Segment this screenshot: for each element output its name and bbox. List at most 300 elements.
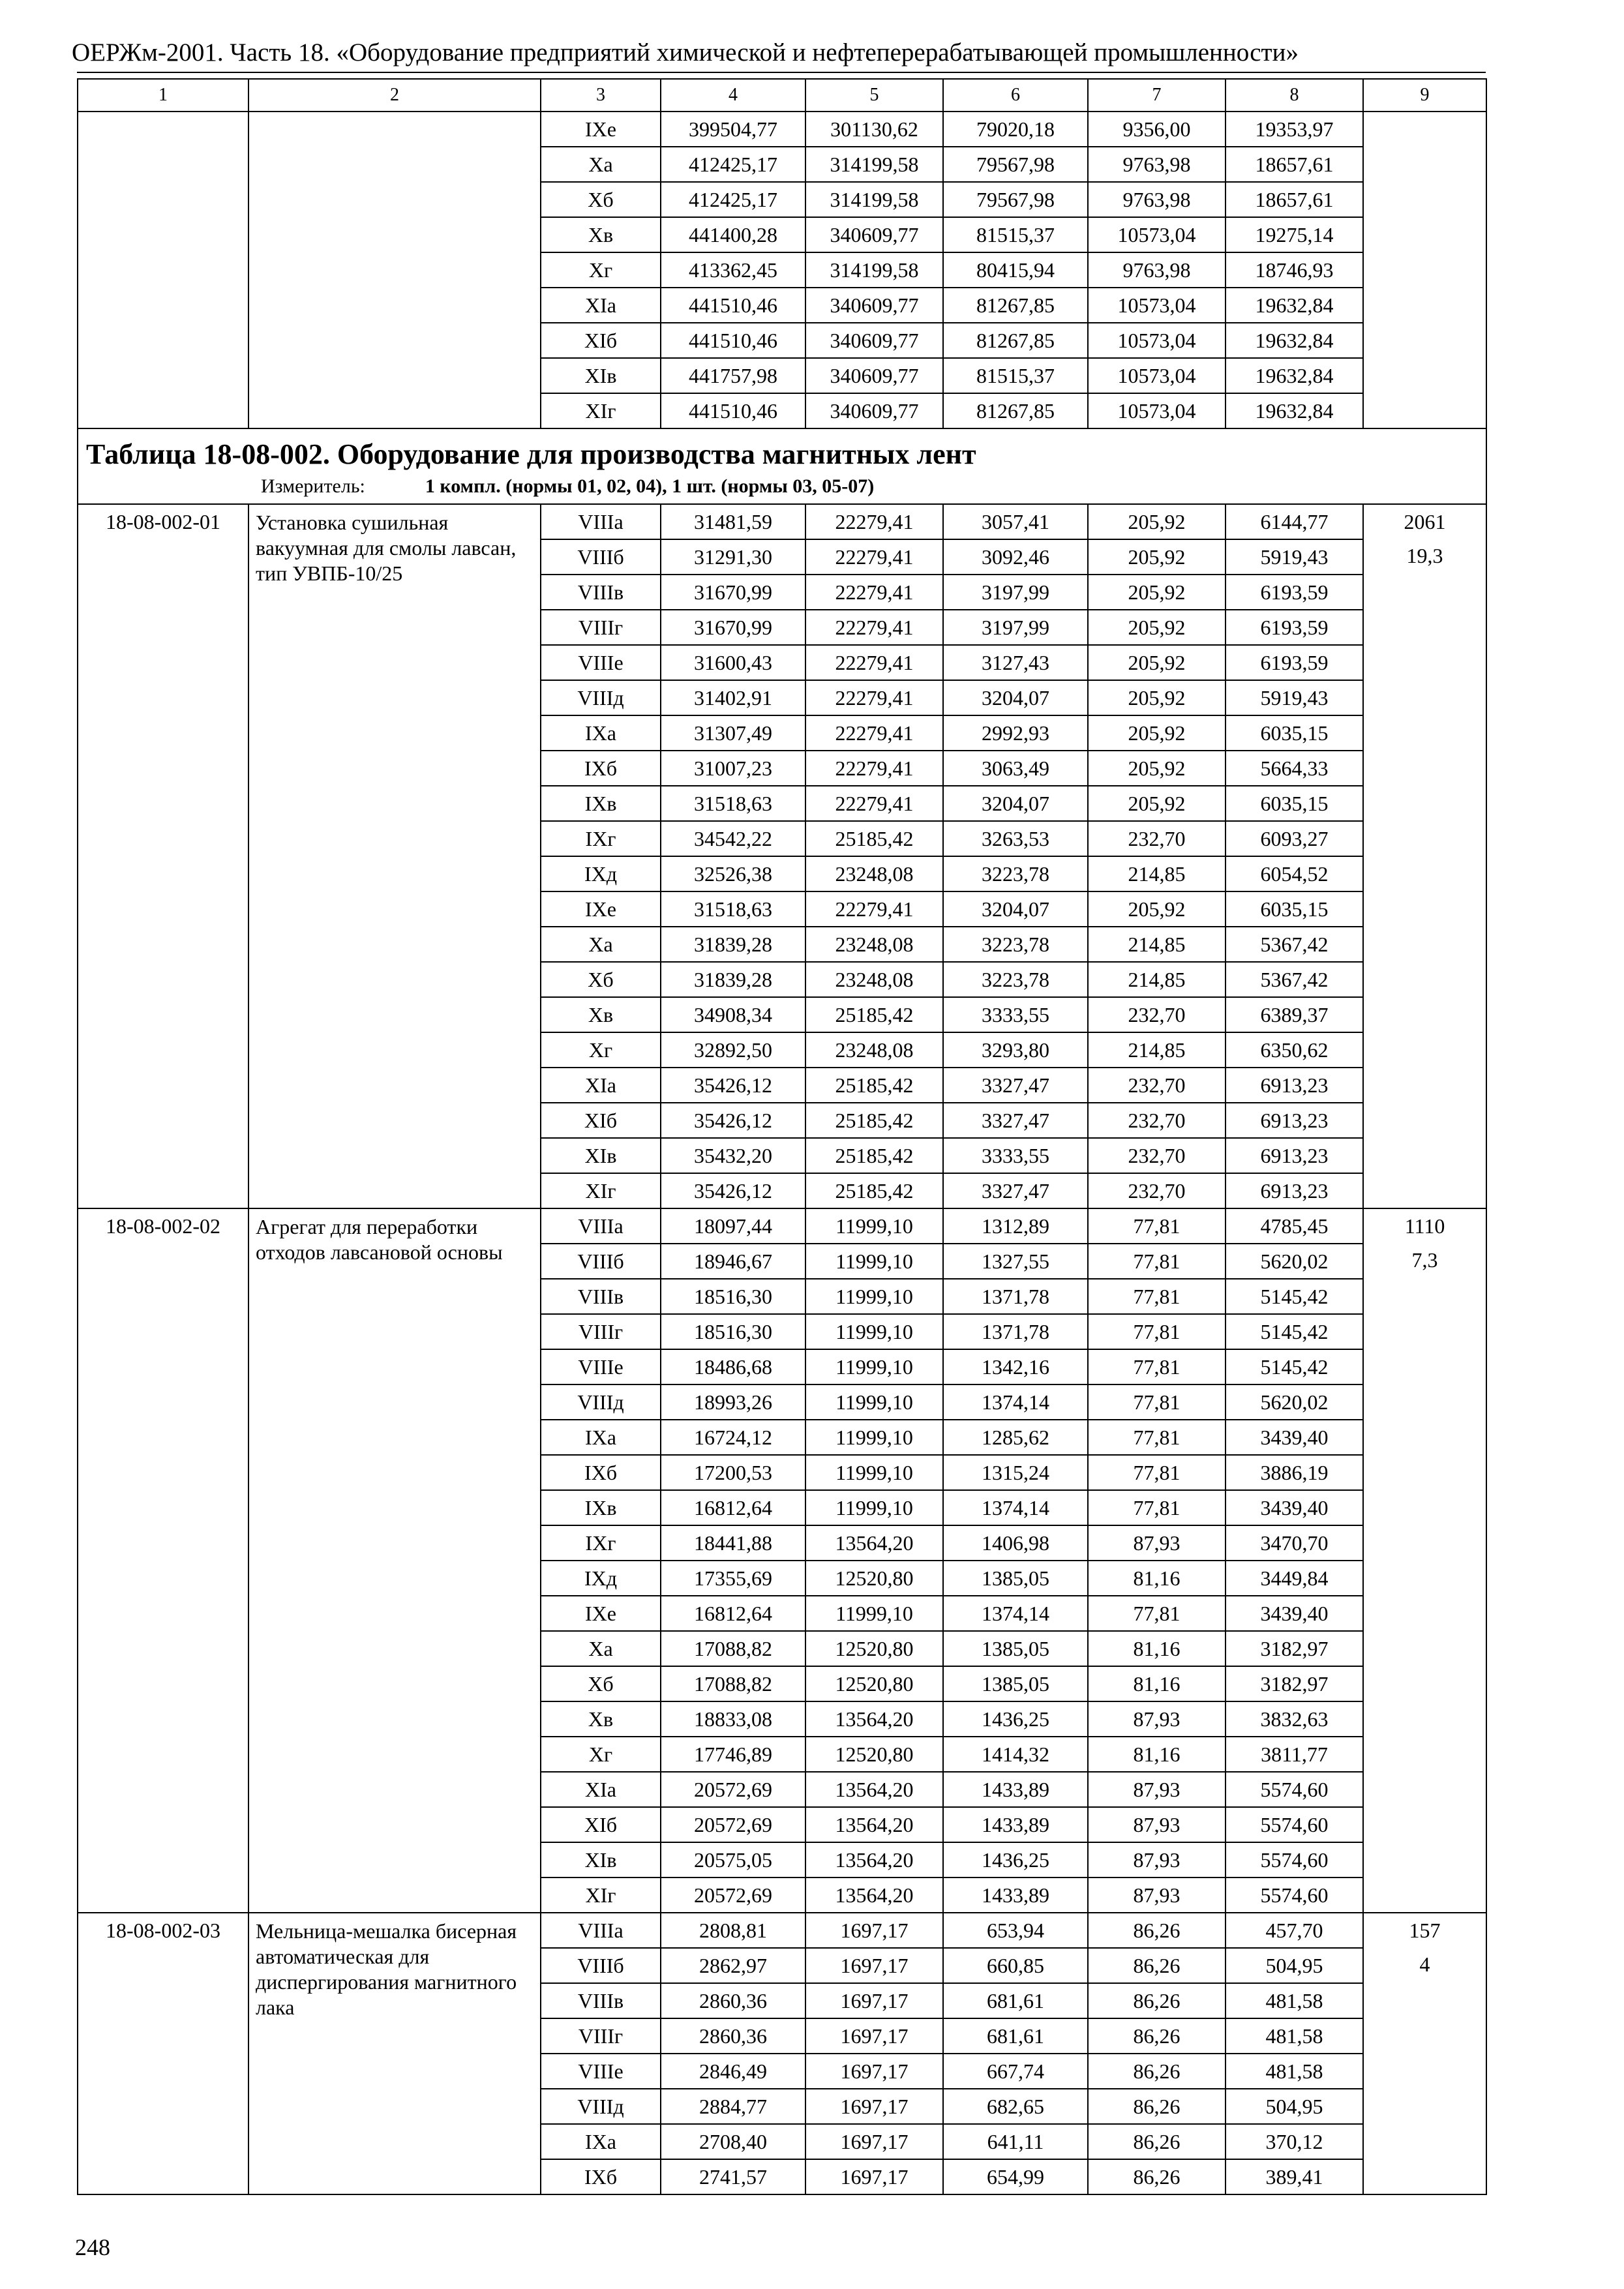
value-cell: 11999,10 bbox=[805, 1208, 943, 1244]
col9-value: 4 bbox=[1419, 1952, 1430, 1976]
value-cell: 17200,53 bbox=[661, 1455, 805, 1490]
value-cell: 232,70 bbox=[1088, 1138, 1226, 1173]
value-cell: 4785,45 bbox=[1226, 1208, 1363, 1244]
value-cell: 3197,99 bbox=[943, 610, 1088, 645]
value-cell: 3333,55 bbox=[943, 997, 1088, 1032]
value-cell: 35426,12 bbox=[661, 1068, 805, 1103]
value-cell: VIIIа bbox=[541, 504, 661, 539]
item-code: 18-08-002-01 bbox=[78, 504, 248, 1208]
value-cell: 3293,80 bbox=[943, 1032, 1088, 1068]
value-cell: Xа bbox=[541, 1631, 661, 1666]
value-cell: 34542,22 bbox=[661, 821, 805, 856]
value-cell: 13564,20 bbox=[805, 1807, 943, 1842]
value-cell: VIIIв bbox=[541, 1279, 661, 1314]
value-cell: 314199,58 bbox=[805, 182, 943, 217]
value-cell: 6350,62 bbox=[1226, 1032, 1363, 1068]
value-cell: 81515,37 bbox=[943, 217, 1088, 252]
value-cell: 205,92 bbox=[1088, 715, 1226, 751]
value-cell: 1433,89 bbox=[943, 1878, 1088, 1913]
value-cell: 6035,15 bbox=[1226, 715, 1363, 751]
value-cell: 205,92 bbox=[1088, 539, 1226, 575]
value-cell: 5367,42 bbox=[1226, 927, 1363, 962]
value-cell: 5620,02 bbox=[1226, 1384, 1363, 1420]
page-number: 248 bbox=[75, 2234, 110, 2260]
value-cell: 441510,46 bbox=[661, 393, 805, 428]
value-cell: 35426,12 bbox=[661, 1103, 805, 1138]
value-cell: XIа bbox=[541, 1772, 661, 1807]
value-cell: 18097,44 bbox=[661, 1208, 805, 1244]
value-cell: 5367,42 bbox=[1226, 962, 1363, 997]
value-cell: 19632,84 bbox=[1226, 393, 1363, 428]
table-title-row bbox=[78, 428, 1486, 504]
value-cell: IXг bbox=[541, 821, 661, 856]
item-col9 bbox=[1363, 1208, 1486, 1913]
value-cell: VIIIа bbox=[541, 1913, 661, 1948]
value-cell: 10573,04 bbox=[1088, 217, 1226, 252]
value-cell: 25185,42 bbox=[805, 1173, 943, 1208]
value-cell: 5574,60 bbox=[1226, 1878, 1363, 1913]
value-cell: 6193,59 bbox=[1226, 610, 1363, 645]
value-cell: 22279,41 bbox=[805, 751, 943, 786]
value-cell: 340609,77 bbox=[805, 393, 943, 428]
value-cell: 17746,89 bbox=[661, 1737, 805, 1772]
item-code: 18-08-002-02 bbox=[78, 1208, 248, 1913]
value-cell: 10573,04 bbox=[1088, 288, 1226, 323]
value-cell: XIв bbox=[541, 1842, 661, 1878]
value-cell: VIIIе bbox=[541, 645, 661, 680]
value-cell: 86,26 bbox=[1088, 1948, 1226, 1983]
value-cell: 214,85 bbox=[1088, 927, 1226, 962]
value-cell: 3327,47 bbox=[943, 1103, 1088, 1138]
value-cell: 3127,43 bbox=[943, 645, 1088, 680]
value-cell: 412425,17 bbox=[661, 147, 805, 182]
value-cell: 34908,34 bbox=[661, 997, 805, 1032]
value-cell: 19632,84 bbox=[1226, 323, 1363, 358]
value-cell: 23248,08 bbox=[805, 856, 943, 891]
value-cell: 77,81 bbox=[1088, 1420, 1226, 1455]
value-cell: Xв bbox=[541, 997, 661, 1032]
value-cell: 23248,08 bbox=[805, 962, 943, 997]
value-cell: 1374,14 bbox=[943, 1384, 1088, 1420]
value-cell: 12520,80 bbox=[805, 1666, 943, 1701]
value-cell: IXе bbox=[541, 1596, 661, 1631]
value-cell: Xб bbox=[541, 1666, 661, 1701]
value-cell: 667,74 bbox=[943, 2054, 1088, 2089]
value-cell: 205,92 bbox=[1088, 610, 1226, 645]
value-cell: 23248,08 bbox=[805, 1032, 943, 1068]
value-cell: 18946,67 bbox=[661, 1244, 805, 1279]
value-cell: 3182,97 bbox=[1226, 1666, 1363, 1701]
value-cell: 682,65 bbox=[943, 2089, 1088, 2124]
value-cell: IXе bbox=[541, 112, 661, 147]
value-cell: 6913,23 bbox=[1226, 1068, 1363, 1103]
value-cell: 3263,53 bbox=[943, 821, 1088, 856]
value-cell: 77,81 bbox=[1088, 1208, 1226, 1244]
value-cell: 2860,36 bbox=[661, 1983, 805, 2018]
value-cell: 389,41 bbox=[1226, 2159, 1363, 2194]
value-cell: XIг bbox=[541, 1878, 661, 1913]
value-cell: IXа bbox=[541, 2124, 661, 2159]
value-cell: VIIIг bbox=[541, 1314, 661, 1349]
value-cell: 22279,41 bbox=[805, 610, 943, 645]
value-cell: 2846,49 bbox=[661, 2054, 805, 2089]
value-cell: 301130,62 bbox=[805, 112, 943, 147]
value-cell: 3057,41 bbox=[943, 504, 1088, 539]
value-cell: 25185,42 bbox=[805, 821, 943, 856]
value-cell: XIб bbox=[541, 323, 661, 358]
header-rule bbox=[77, 72, 1486, 73]
value-cell: 232,70 bbox=[1088, 1068, 1226, 1103]
value-cell: 504,95 bbox=[1226, 2089, 1363, 2124]
value-cell: 11999,10 bbox=[805, 1349, 943, 1384]
value-cell: 214,85 bbox=[1088, 1032, 1226, 1068]
value-cell: 87,93 bbox=[1088, 1772, 1226, 1807]
value-cell: IXг bbox=[541, 1525, 661, 1561]
item-name: Установка сушильная вакуумная для смолы лавсан, тип УВПБ-10/25 bbox=[248, 504, 541, 1208]
value-cell: VIIIд bbox=[541, 680, 661, 715]
value-cell: 1697,17 bbox=[805, 2159, 943, 2194]
name-cell bbox=[248, 112, 541, 428]
value-cell: 17088,82 bbox=[661, 1631, 805, 1666]
value-cell: 16812,64 bbox=[661, 1596, 805, 1631]
column-number: 9 bbox=[1363, 79, 1486, 112]
value-cell: 5145,42 bbox=[1226, 1349, 1363, 1384]
value-cell: 3439,40 bbox=[1226, 1490, 1363, 1525]
value-cell: VIIIб bbox=[541, 1244, 661, 1279]
value-cell: 86,26 bbox=[1088, 2018, 1226, 2054]
value-cell: 654,99 bbox=[943, 2159, 1088, 2194]
value-cell: 9763,98 bbox=[1088, 147, 1226, 182]
value-cell: 31007,23 bbox=[661, 751, 805, 786]
value-cell: 86,26 bbox=[1088, 2054, 1226, 2089]
value-cell: 18516,30 bbox=[661, 1279, 805, 1314]
value-cell: 3197,99 bbox=[943, 575, 1088, 610]
value-cell: 5574,60 bbox=[1226, 1842, 1363, 1878]
value-cell: 3092,46 bbox=[943, 539, 1088, 575]
column-number: 6 bbox=[943, 79, 1088, 112]
value-cell: 481,58 bbox=[1226, 2018, 1363, 2054]
value-cell: 31291,30 bbox=[661, 539, 805, 575]
value-cell: VIIIе bbox=[541, 1349, 661, 1384]
value-cell: 2860,36 bbox=[661, 2018, 805, 2054]
value-cell: 1406,98 bbox=[943, 1525, 1088, 1561]
value-cell: 31839,28 bbox=[661, 962, 805, 997]
value-cell: 3439,40 bbox=[1226, 1596, 1363, 1631]
value-cell: 20575,05 bbox=[661, 1842, 805, 1878]
value-cell: 77,81 bbox=[1088, 1455, 1226, 1490]
value-cell: 441400,28 bbox=[661, 217, 805, 252]
value-cell: 370,12 bbox=[1226, 2124, 1363, 2159]
value-cell: 3449,84 bbox=[1226, 1561, 1363, 1596]
value-cell: VIIIв bbox=[541, 575, 661, 610]
value-cell: 20572,69 bbox=[661, 1772, 805, 1807]
value-cell: 6193,59 bbox=[1226, 575, 1363, 610]
column-number: 4 bbox=[661, 79, 805, 112]
value-cell: IXд bbox=[541, 1561, 661, 1596]
value-cell: IXа bbox=[541, 1420, 661, 1455]
value-cell: 17088,82 bbox=[661, 1666, 805, 1701]
value-cell: 3333,55 bbox=[943, 1138, 1088, 1173]
value-cell: 3063,49 bbox=[943, 751, 1088, 786]
value-cell: 22279,41 bbox=[805, 575, 943, 610]
value-cell: 6144,77 bbox=[1226, 504, 1363, 539]
value-cell: 25185,42 bbox=[805, 1138, 943, 1173]
value-cell: 205,92 bbox=[1088, 575, 1226, 610]
value-cell: 340609,77 bbox=[805, 217, 943, 252]
value-cell: VIIIб bbox=[541, 1948, 661, 1983]
value-cell: 13564,20 bbox=[805, 1878, 943, 1913]
value-cell: 79567,98 bbox=[943, 182, 1088, 217]
value-cell: XIб bbox=[541, 1103, 661, 1138]
item-name: Мельница-мешалка бисерная автоматическая для диспергирования магнитного лака bbox=[248, 1913, 541, 2194]
value-cell: 31670,99 bbox=[661, 575, 805, 610]
value-cell: 12520,80 bbox=[805, 1561, 943, 1596]
table-row bbox=[78, 112, 1486, 147]
value-cell: Xг bbox=[541, 1737, 661, 1772]
value-cell: VIIIг bbox=[541, 610, 661, 645]
value-cell: 641,11 bbox=[943, 2124, 1088, 2159]
value-cell: 87,93 bbox=[1088, 1701, 1226, 1737]
value-cell: 87,93 bbox=[1088, 1878, 1226, 1913]
value-cell: 1436,25 bbox=[943, 1842, 1088, 1878]
value-cell: Xа bbox=[541, 927, 661, 962]
value-cell: 9763,98 bbox=[1088, 252, 1226, 288]
table-row bbox=[78, 1913, 1486, 1948]
value-cell: 22279,41 bbox=[805, 680, 943, 715]
value-cell: 19275,14 bbox=[1226, 217, 1363, 252]
table-title: Таблица 18-08-002. Оборудование для производства магнитных лент bbox=[86, 438, 976, 470]
value-cell: VIIIд bbox=[541, 2089, 661, 2124]
value-cell: 653,94 bbox=[943, 1913, 1088, 1948]
value-cell: 2741,57 bbox=[661, 2159, 805, 2194]
value-cell: 86,26 bbox=[1088, 2159, 1226, 2194]
value-cell: IXб bbox=[541, 751, 661, 786]
value-cell: 20572,69 bbox=[661, 1807, 805, 1842]
value-cell: 3182,97 bbox=[1226, 1631, 1363, 1666]
value-cell: 31670,99 bbox=[661, 610, 805, 645]
value-cell: 81515,37 bbox=[943, 358, 1088, 393]
value-cell: 1433,89 bbox=[943, 1772, 1088, 1807]
value-cell: XIа bbox=[541, 288, 661, 323]
value-cell: 1385,05 bbox=[943, 1561, 1088, 1596]
value-cell: 9356,00 bbox=[1088, 112, 1226, 147]
value-cell: 3223,78 bbox=[943, 856, 1088, 891]
value-cell: XIв bbox=[541, 1138, 661, 1173]
value-cell: 1342,16 bbox=[943, 1349, 1088, 1384]
measure-label: Измеритель: bbox=[261, 475, 365, 497]
value-cell: 1697,17 bbox=[805, 1948, 943, 1983]
value-cell: 80415,94 bbox=[943, 252, 1088, 288]
value-cell: 214,85 bbox=[1088, 856, 1226, 891]
value-cell: 77,81 bbox=[1088, 1596, 1226, 1631]
value-cell: 18441,88 bbox=[661, 1525, 805, 1561]
col9-value: 19,3 bbox=[1406, 544, 1443, 567]
value-cell: 81267,85 bbox=[943, 393, 1088, 428]
value-cell: 77,81 bbox=[1088, 1490, 1226, 1525]
measure-value: 1 компл. (нормы 01, 02, 04), 1 шт. (нормы 03, 05-07) bbox=[425, 475, 875, 497]
norms-table bbox=[77, 78, 1487, 2195]
value-cell: VIIIб bbox=[541, 539, 661, 575]
value-cell: 457,70 bbox=[1226, 1913, 1363, 1948]
value-cell: 205,92 bbox=[1088, 751, 1226, 786]
value-cell: 18746,93 bbox=[1226, 252, 1363, 288]
value-cell: 1374,14 bbox=[943, 1490, 1088, 1525]
value-cell: 232,70 bbox=[1088, 821, 1226, 856]
value-cell: 3832,63 bbox=[1226, 1701, 1363, 1737]
value-cell: 11999,10 bbox=[805, 1244, 943, 1279]
value-cell: 6193,59 bbox=[1226, 645, 1363, 680]
value-cell: 1697,17 bbox=[805, 2089, 943, 2124]
value-cell: 16724,12 bbox=[661, 1420, 805, 1455]
value-cell: 10573,04 bbox=[1088, 358, 1226, 393]
value-cell: 9763,98 bbox=[1088, 182, 1226, 217]
value-cell: 87,93 bbox=[1088, 1842, 1226, 1878]
value-cell: 3470,70 bbox=[1226, 1525, 1363, 1561]
value-cell: 19632,84 bbox=[1226, 358, 1363, 393]
value-cell: 6035,15 bbox=[1226, 891, 1363, 927]
value-cell: Xв bbox=[541, 1701, 661, 1737]
value-cell: 1697,17 bbox=[805, 1913, 943, 1948]
col9-value: 2061 bbox=[1404, 510, 1446, 533]
value-cell: 1385,05 bbox=[943, 1666, 1088, 1701]
value-cell: Xб bbox=[541, 182, 661, 217]
value-cell: 340609,77 bbox=[805, 323, 943, 358]
value-cell: 77,81 bbox=[1088, 1384, 1226, 1420]
value-cell: VIIIа bbox=[541, 1208, 661, 1244]
column-number: 8 bbox=[1226, 79, 1363, 112]
value-cell: 79567,98 bbox=[943, 147, 1088, 182]
value-cell: 5620,02 bbox=[1226, 1244, 1363, 1279]
value-cell: 681,61 bbox=[943, 2018, 1088, 2054]
value-cell: 5145,42 bbox=[1226, 1314, 1363, 1349]
value-cell: 3223,78 bbox=[943, 927, 1088, 962]
value-cell: 1697,17 bbox=[805, 1983, 943, 2018]
value-cell: IXд bbox=[541, 856, 661, 891]
value-cell: 22279,41 bbox=[805, 539, 943, 575]
value-cell: 205,92 bbox=[1088, 504, 1226, 539]
value-cell: 5574,60 bbox=[1226, 1807, 1363, 1842]
value-cell: 2862,97 bbox=[661, 1948, 805, 1983]
value-cell: 81,16 bbox=[1088, 1737, 1226, 1772]
item-name: Агрегат для переработки отходов лавсановой основы bbox=[248, 1208, 541, 1913]
value-cell: VIIIг bbox=[541, 2018, 661, 2054]
value-cell: 32526,38 bbox=[661, 856, 805, 891]
value-cell: XIг bbox=[541, 1173, 661, 1208]
value-cell: 3327,47 bbox=[943, 1173, 1088, 1208]
value-cell: 86,26 bbox=[1088, 1913, 1226, 1948]
value-cell: 19632,84 bbox=[1226, 288, 1363, 323]
value-cell: 11999,10 bbox=[805, 1314, 943, 1349]
value-cell: 22279,41 bbox=[805, 645, 943, 680]
value-cell: 22279,41 bbox=[805, 786, 943, 821]
table-row bbox=[78, 1208, 1486, 1244]
value-cell: 1374,14 bbox=[943, 1596, 1088, 1631]
value-cell: XIв bbox=[541, 358, 661, 393]
value-cell: 3204,07 bbox=[943, 786, 1088, 821]
value-cell: 1312,89 bbox=[943, 1208, 1088, 1244]
value-cell: 10573,04 bbox=[1088, 393, 1226, 428]
value-cell: 205,92 bbox=[1088, 645, 1226, 680]
column-number: 1 bbox=[78, 79, 248, 112]
page-header: ОЕРЖм-2001. Часть 18. «Оборудование предприятий химической и нефтеперерабатывающей промышленности» bbox=[72, 38, 1299, 67]
value-cell: 6913,23 bbox=[1226, 1173, 1363, 1208]
value-cell: 31839,28 bbox=[661, 927, 805, 962]
value-cell: 1285,62 bbox=[943, 1420, 1088, 1455]
value-cell: 12520,80 bbox=[805, 1737, 943, 1772]
value-cell: 232,70 bbox=[1088, 1173, 1226, 1208]
value-cell: 3204,07 bbox=[943, 891, 1088, 927]
value-cell: 340609,77 bbox=[805, 288, 943, 323]
value-cell: 205,92 bbox=[1088, 786, 1226, 821]
measure-line bbox=[86, 473, 1478, 500]
value-cell: 32892,50 bbox=[661, 1032, 805, 1068]
value-cell: 481,58 bbox=[1226, 1983, 1363, 2018]
value-cell: 660,85 bbox=[943, 1948, 1088, 1983]
value-cell: 205,92 bbox=[1088, 891, 1226, 927]
value-cell: 3327,47 bbox=[943, 1068, 1088, 1103]
code-cell bbox=[78, 112, 248, 428]
value-cell: 13564,20 bbox=[805, 1525, 943, 1561]
value-cell: 81,16 bbox=[1088, 1631, 1226, 1666]
value-cell: 31518,63 bbox=[661, 786, 805, 821]
value-cell: 11999,10 bbox=[805, 1455, 943, 1490]
col9-value: 1110 bbox=[1404, 1214, 1445, 1238]
value-cell: Xа bbox=[541, 147, 661, 182]
value-cell: 5145,42 bbox=[1226, 1279, 1363, 1314]
value-cell: 5919,43 bbox=[1226, 680, 1363, 715]
value-cell: 441510,46 bbox=[661, 323, 805, 358]
value-cell: 314199,58 bbox=[805, 147, 943, 182]
value-cell: VIIIе bbox=[541, 2054, 661, 2089]
value-cell: 22279,41 bbox=[805, 504, 943, 539]
value-cell: 31402,91 bbox=[661, 680, 805, 715]
value-cell: 6389,37 bbox=[1226, 997, 1363, 1032]
value-cell: 35432,20 bbox=[661, 1138, 805, 1173]
value-cell: 31600,43 bbox=[661, 645, 805, 680]
value-cell: 81,16 bbox=[1088, 1561, 1226, 1596]
value-cell: 1371,78 bbox=[943, 1314, 1088, 1349]
value-cell: 18516,30 bbox=[661, 1314, 805, 1349]
value-cell: 481,58 bbox=[1226, 2054, 1363, 2089]
value-cell: 2708,40 bbox=[661, 2124, 805, 2159]
value-cell: 2808,81 bbox=[661, 1913, 805, 1948]
value-cell: 81,16 bbox=[1088, 1666, 1226, 1701]
value-cell: 22279,41 bbox=[805, 891, 943, 927]
value-cell: 3439,40 bbox=[1226, 1420, 1363, 1455]
column-number: 7 bbox=[1088, 79, 1226, 112]
value-cell: XIа bbox=[541, 1068, 661, 1103]
value-cell: 2992,93 bbox=[943, 715, 1088, 751]
value-cell: 77,81 bbox=[1088, 1349, 1226, 1384]
value-cell: 5664,33 bbox=[1226, 751, 1363, 786]
value-cell: 86,26 bbox=[1088, 2089, 1226, 2124]
value-cell: 1414,32 bbox=[943, 1737, 1088, 1772]
value-cell: 18657,61 bbox=[1226, 147, 1363, 182]
value-cell: 25185,42 bbox=[805, 1103, 943, 1138]
value-cell: 6054,52 bbox=[1226, 856, 1363, 891]
value-cell: 5574,60 bbox=[1226, 1772, 1363, 1807]
value-cell: 17355,69 bbox=[661, 1561, 805, 1596]
item-col9 bbox=[1363, 1913, 1486, 2194]
value-cell: 31307,49 bbox=[661, 715, 805, 751]
column-number: 3 bbox=[541, 79, 661, 112]
value-cell: 11999,10 bbox=[805, 1420, 943, 1455]
value-cell: 2884,77 bbox=[661, 2089, 805, 2124]
table-title-cell bbox=[78, 428, 1486, 504]
value-cell: 10573,04 bbox=[1088, 323, 1226, 358]
value-cell: 6913,23 bbox=[1226, 1138, 1363, 1173]
value-cell: 3886,19 bbox=[1226, 1455, 1363, 1490]
